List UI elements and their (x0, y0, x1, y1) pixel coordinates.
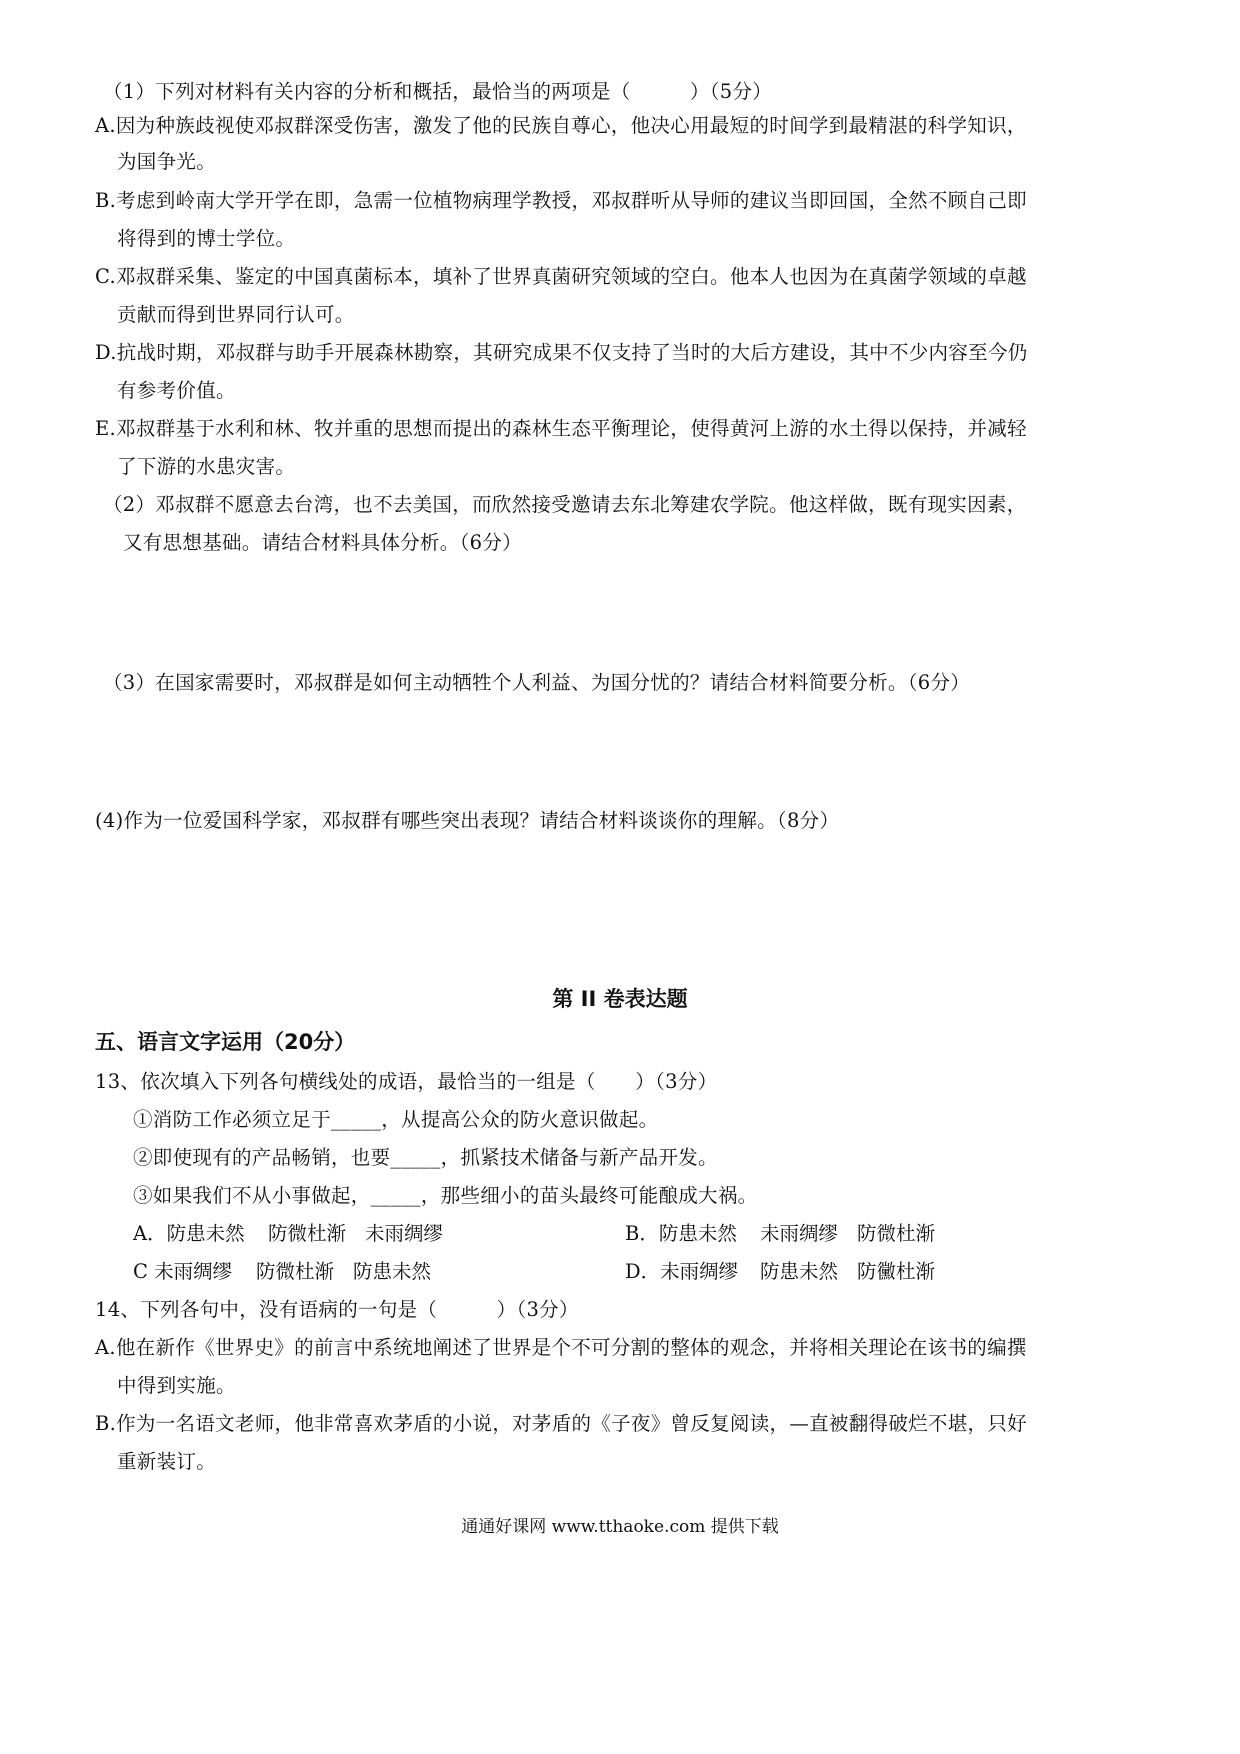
q13-option-c-idiom3: 防患未然 (353, 1260, 432, 1283)
q14-stem: 14、下列各句中，没有语病的一句是（ ）（3分） (95, 1298, 579, 1321)
q13-sentence-1: ①消防工作必须立足于_____，从提高公众的防火意识做起。 (133, 1108, 659, 1131)
q3-stem: （3）在国家需要时，邓叔群是如何主动牺牲个人利益、为国分忧的？请结合材料简要分析。（6分） (103, 671, 971, 694)
q14-option-a-line2: 中得到实施。 (117, 1374, 236, 1397)
q1-stem: （1）下列对材料有关内容的分析和概括，最恰当的两项是（ ）（5分） (103, 80, 773, 103)
q1-option-c-line2: 贡献而得到世界同行认可。 (117, 303, 355, 326)
q1-option-a-line1: A.因为种族歧视使邓叔群深受伤害，激发了他的民族自尊心，他决心用最短的时间学到最精湛的科学知识， (95, 114, 1027, 137)
q1-option-b-line1: B.考虑到岭南大学开学在即，急需一位植物病理学教授，邓叔群听从导师的建议当即回国，全然不顾自己即 (95, 189, 1027, 212)
q1-option-e-line2: 了下游的水患灾害。 (117, 455, 296, 478)
q13-option-d-label: D．未雨绸缪 (625, 1260, 739, 1283)
q13-sentence-3: ③如果我们不从小事做起，_____，那些细小的苗头最终可能酿成大祸。 (133, 1184, 758, 1207)
page-footer: 通通好课网 www.tthaoke.com 提供下载 (461, 1517, 779, 1537)
q1-option-d-line1: D.抗战时期，邓叔群与助手开展森林勘察，其研究成果不仅支持了当时的大后方建设，其中不少内容至今仍 (95, 341, 1028, 364)
q13-option-b-idiom2: 未雨绸缪 (760, 1222, 839, 1245)
q13-stem: 13、依次填入下列各句横线处的成语，最恰当的一组是（ ）（3分） (95, 1070, 718, 1093)
part-title: 五、语言文字运用（20分） (95, 1030, 356, 1054)
q13-option-d-idiom2: 防患未然 (760, 1260, 839, 1283)
q2-stem-line1: （2）邓叔群不愿意去台湾，也不去美国，而欣然接受邀请去东北筹建农学院。他这样做，既有现实因素， (103, 493, 1027, 516)
q1-option-c-line1: C.邓叔群采集、鉴定的中国真菌标本，填补了世界真菌研究领域的空白。他本人也因为在真菌学领域的卓越 (95, 265, 1027, 288)
q13-option-a-idiom3: 未雨绸缪 (365, 1222, 444, 1245)
q2-stem-line2: 又有思想基础。请结合材料具体分析。（6分） (123, 531, 522, 554)
q14-option-a-line1: A.他在新作《世界史》的前言中系统地阐述了世界是个不可分割的整体的观念，并将相关理论在该书的编撰 (95, 1336, 1027, 1359)
q13-option-a-label: A．防患未然 (133, 1222, 245, 1245)
q13-option-b-idiom3: 防微杜渐 (857, 1222, 936, 1245)
q1-option-b-line2: 将得到的博士学位。 (117, 227, 296, 250)
q1-option-e-line1: E.邓叔群基于水利和林、牧并重的思想而提出的森林生态平衡理论，使得黄河上游的水土得以保持，并减轻 (95, 417, 1027, 440)
q13-option-d-idiom3: 防黴杜渐 (857, 1260, 936, 1283)
q14-option-b-line2: 重新装订。 (117, 1450, 217, 1473)
q14-option-b-line1: B.作为一名语文老师，他非常喜欢茅盾的小说，对茅盾的《子夜》曾反复阅读，—直被翻得破烂不堪，只好 (95, 1412, 1027, 1435)
section-title: 第 II 卷表达题 (552, 987, 688, 1011)
q13-option-b-label: B．防患未然 (625, 1222, 737, 1245)
q4-stem: (4)作为一位爱国科学家，邓叔群有哪些突出表现？请结合材料谈谈你的理解。（8分） (95, 809, 840, 832)
q13-option-c-idiom2: 防微杜渐 (256, 1260, 335, 1283)
q13-option-c-label: C 未雨绸缪 (133, 1260, 233, 1283)
q13-sentence-2: ②即使现有的产品畅销，也要_____，抓紧技术储备与新产品开发。 (133, 1146, 718, 1169)
q13-option-a-idiom2: 防微杜渐 (268, 1222, 347, 1245)
q1-option-a-line2: 为国争光。 (117, 150, 217, 173)
q1-option-d-line2: 有参考价值。 (117, 379, 236, 402)
